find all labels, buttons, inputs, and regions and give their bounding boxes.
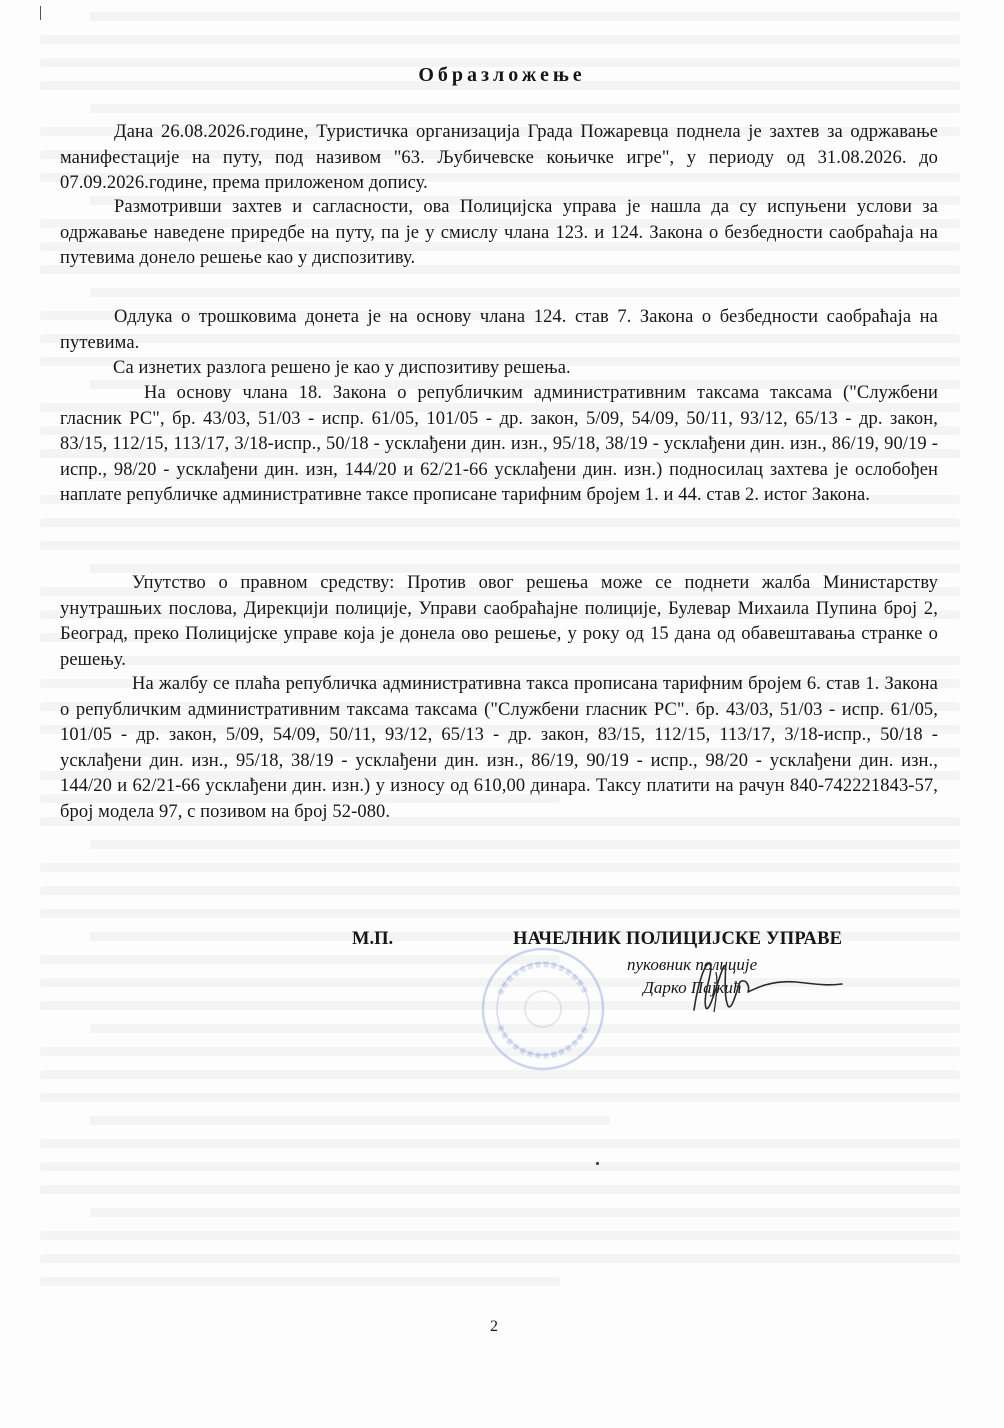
paragraph-tax-exemption: На основу члана 18. Закона о републичким административним таксама таксама ("Службени гласник РС", бр. 43/03, 51/03 - испр. 61/05, 101/05 - др. закон, 5/09, 54/09, 50/11, 93/12, 65/13 - др. закон, 83/15, 112/15, 113/17, 3/18-испр., 50/18 - усклађени дин. изн., 95/18, 38/19 - усклађени дин. изн., 86/19, 90/19 - испр., 98/20 - усклађени дин. изн, 144/20 и 62/21-66 усклађени дин. изн.) подносилац захтева је ослобођен наплате републичке административне таксе прописане тарифним бројем 1. и 44. став 2. истог Закона. (60, 383, 938, 505)
handwritten-signature-icon (676, 952, 856, 1022)
bleed-through-line (40, 35, 960, 45)
signatory-name: Дарко Пајкић (643, 978, 742, 997)
bleed-through-line (40, 1254, 960, 1264)
bleed-through-line (90, 1208, 960, 1218)
police-stamp-icon (478, 944, 608, 1074)
bleed-through-line (40, 518, 960, 528)
bleed-through-line (90, 1116, 610, 1126)
paragraph-request: Дана 26.08.2026.године, Туристичка организација Града Пожаревца поднела је захтев за одржавање манифестације на путу, под називом "63. Љубичевске коњичке игре", у периоду од 31.08.2026. до 07.09.2026.године, према приложеном допису. (60, 122, 938, 193)
bleed-through-line (90, 840, 960, 850)
paragraph-costs: Одлука о трошковима донета је на основу члана 124. став 7. Закона о безбедности саобраћаја на путевима. (60, 307, 938, 353)
paragraph-conclusion: Са изнетих разлога решено је као у диспозитиву решења. (113, 358, 571, 378)
scan-mark (40, 6, 41, 20)
bleed-through-line (90, 12, 960, 22)
bleed-through-line (40, 886, 960, 896)
bleed-through-line (40, 1162, 960, 1172)
mark-dot (596, 1162, 599, 1165)
bleed-through-line (40, 1231, 960, 1241)
bleed-through-line (40, 863, 960, 873)
paragraph-appeal-fee: На жалбу се плаћа републичка административна такса прописана тарифним бројем 6. став 1. Закона о републичким административним таксама таксама ("Службени гласник РС". бр. 43/03, 51/03 - испр. 61/05, 101/05 - др. закон, 5/09, 54/09, 50/11, 93/12, 65/13 - др. закон, 83/15, 112/15, 113/17, 3/18-испр., 50/18 - усклађени дин. изн., 95/18, 38/19 - усклађени дин. изн., 86/19, 90/19 - испр., 98/20 - усклађени дин. изн., 144/20 и 62/21-66 усклађени дин. изн.) у износу од 610,00 динара. Таксу платити на рачун 840-742221843-57, број модела 97, с позивом на број 52-080. (60, 674, 938, 822)
signatory-title: НАЧЕЛНИК ПОЛИЦИЈСКЕ УПРАВЕ (513, 929, 843, 949)
seal-label: М.П. (352, 929, 394, 949)
bleed-through-line (90, 288, 960, 298)
paragraph-consideration: Размотривши захтев и сагласности, ова Полицијска управа је нашла да су испуњени услови за одржавање наведене приредбе на путу, па је у смислу члана 123. и 124. Закона о безбедности саобраћаја на путевима донело решење као у диспозитиву. (60, 197, 938, 268)
document-heading: Образложење (418, 64, 586, 86)
bleed-through-line (90, 104, 960, 114)
paragraph-legal-remedy: Упутство о правном средству: Против овог решења може се поднети жалба Министарству унутрашњих послова, Дирекцији полиције, Управи саобраћајне полиције, Булевар Михаила Пупина број 2, Београд, преко Полицијске управе која је донела ово решење, у року од 15 дана од обавештавања странке о решењу. (60, 573, 938, 670)
bleed-through-line (40, 1093, 960, 1103)
bleed-through-line (40, 1139, 960, 1149)
bleed-through-line (40, 1185, 960, 1195)
page-number: 2 (490, 1318, 498, 1335)
bleed-through-line (40, 1277, 560, 1287)
bleed-through-line (40, 541, 960, 551)
signatory-rank: пуковник полиције (627, 955, 758, 974)
bleed-through-line (40, 909, 960, 919)
